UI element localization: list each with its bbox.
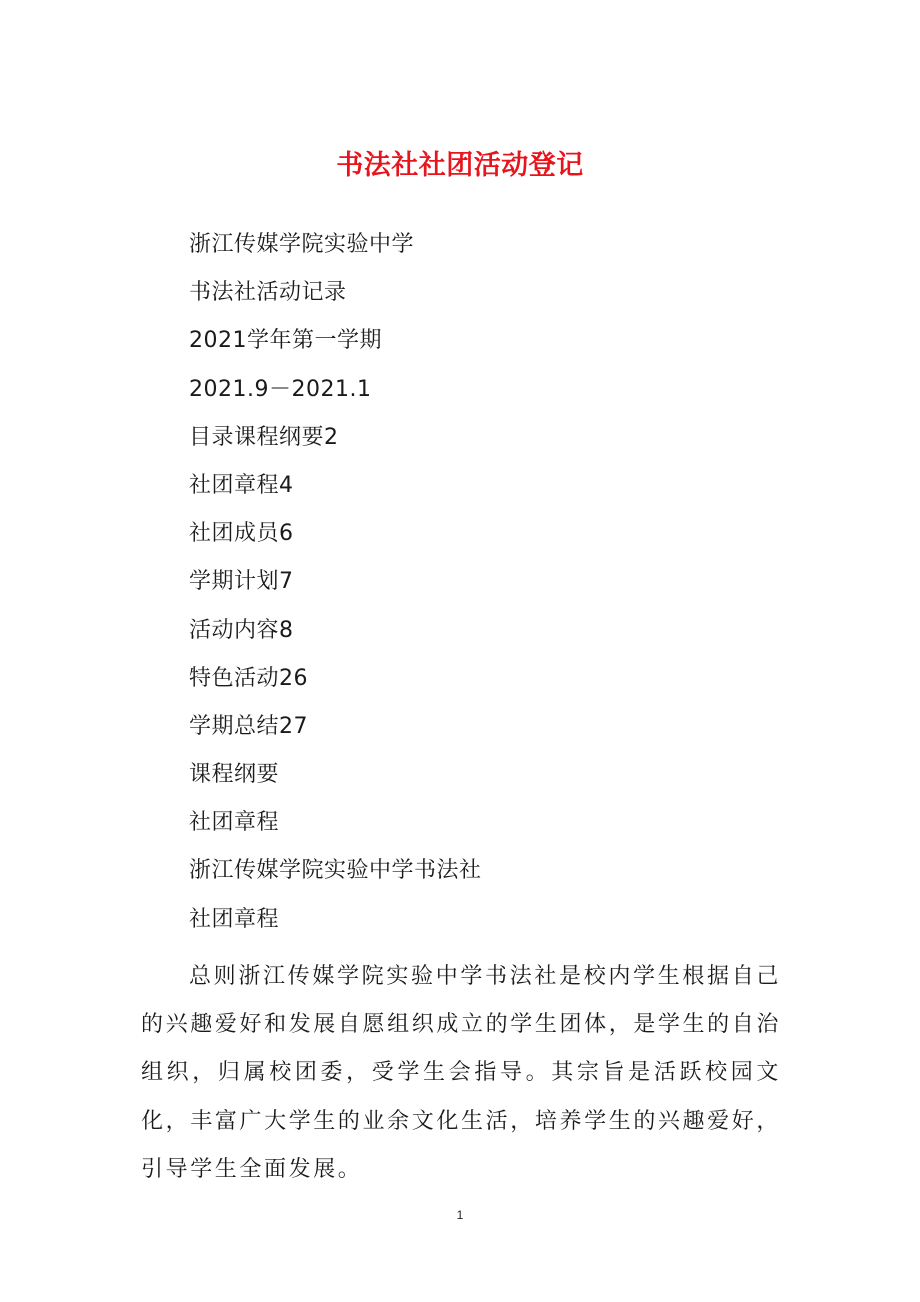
toc-item-members: 社团成员6 [189, 521, 294, 547]
toc-item-charter: 社团章程4 [189, 472, 294, 498]
toc-item-special-activities: 特色活动26 [189, 665, 308, 691]
toc-item-plan: 学期计划7 [189, 569, 294, 595]
line-club-name: 浙江传媒学院实验中学书法社 [189, 858, 482, 884]
toc-item-summary: 学期总结27 [189, 713, 308, 739]
line-semester: 2021学年第一学期 [189, 328, 382, 354]
document-title: 书法社社团活动登记 [336, 150, 584, 181]
page-number: 1 [456, 1208, 464, 1222]
toc-item-activities: 活动内容8 [189, 617, 294, 643]
line-date-range: 2021.9－2021.1 [189, 376, 372, 402]
section-heading-charter: 社团章程 [189, 810, 280, 836]
charter-general-paragraph: 总则浙江传媒学院实验中学书法社是校内学生根据自己的兴趣爱好和发展自愿组织成立的学生团体，是学生的自治组织，归属校团委，受学生会指导。其宗旨是活跃校园文化，丰富广大学生的业余文化生活，培养学生的兴趣爱好，引导学生全面发展。 [141, 964, 781, 1182]
content-lines [189, 228, 482, 951]
toc-item-course-outline: 目录课程纲要2 [189, 424, 339, 450]
line-school-name: 浙江传媒学院实验中学 [189, 232, 415, 257]
line-activity-record: 书法社活动记录 [189, 280, 347, 306]
section-heading-course-outline: 课程纲要 [189, 762, 280, 788]
line-charter-heading: 社团章程 [189, 906, 280, 932]
